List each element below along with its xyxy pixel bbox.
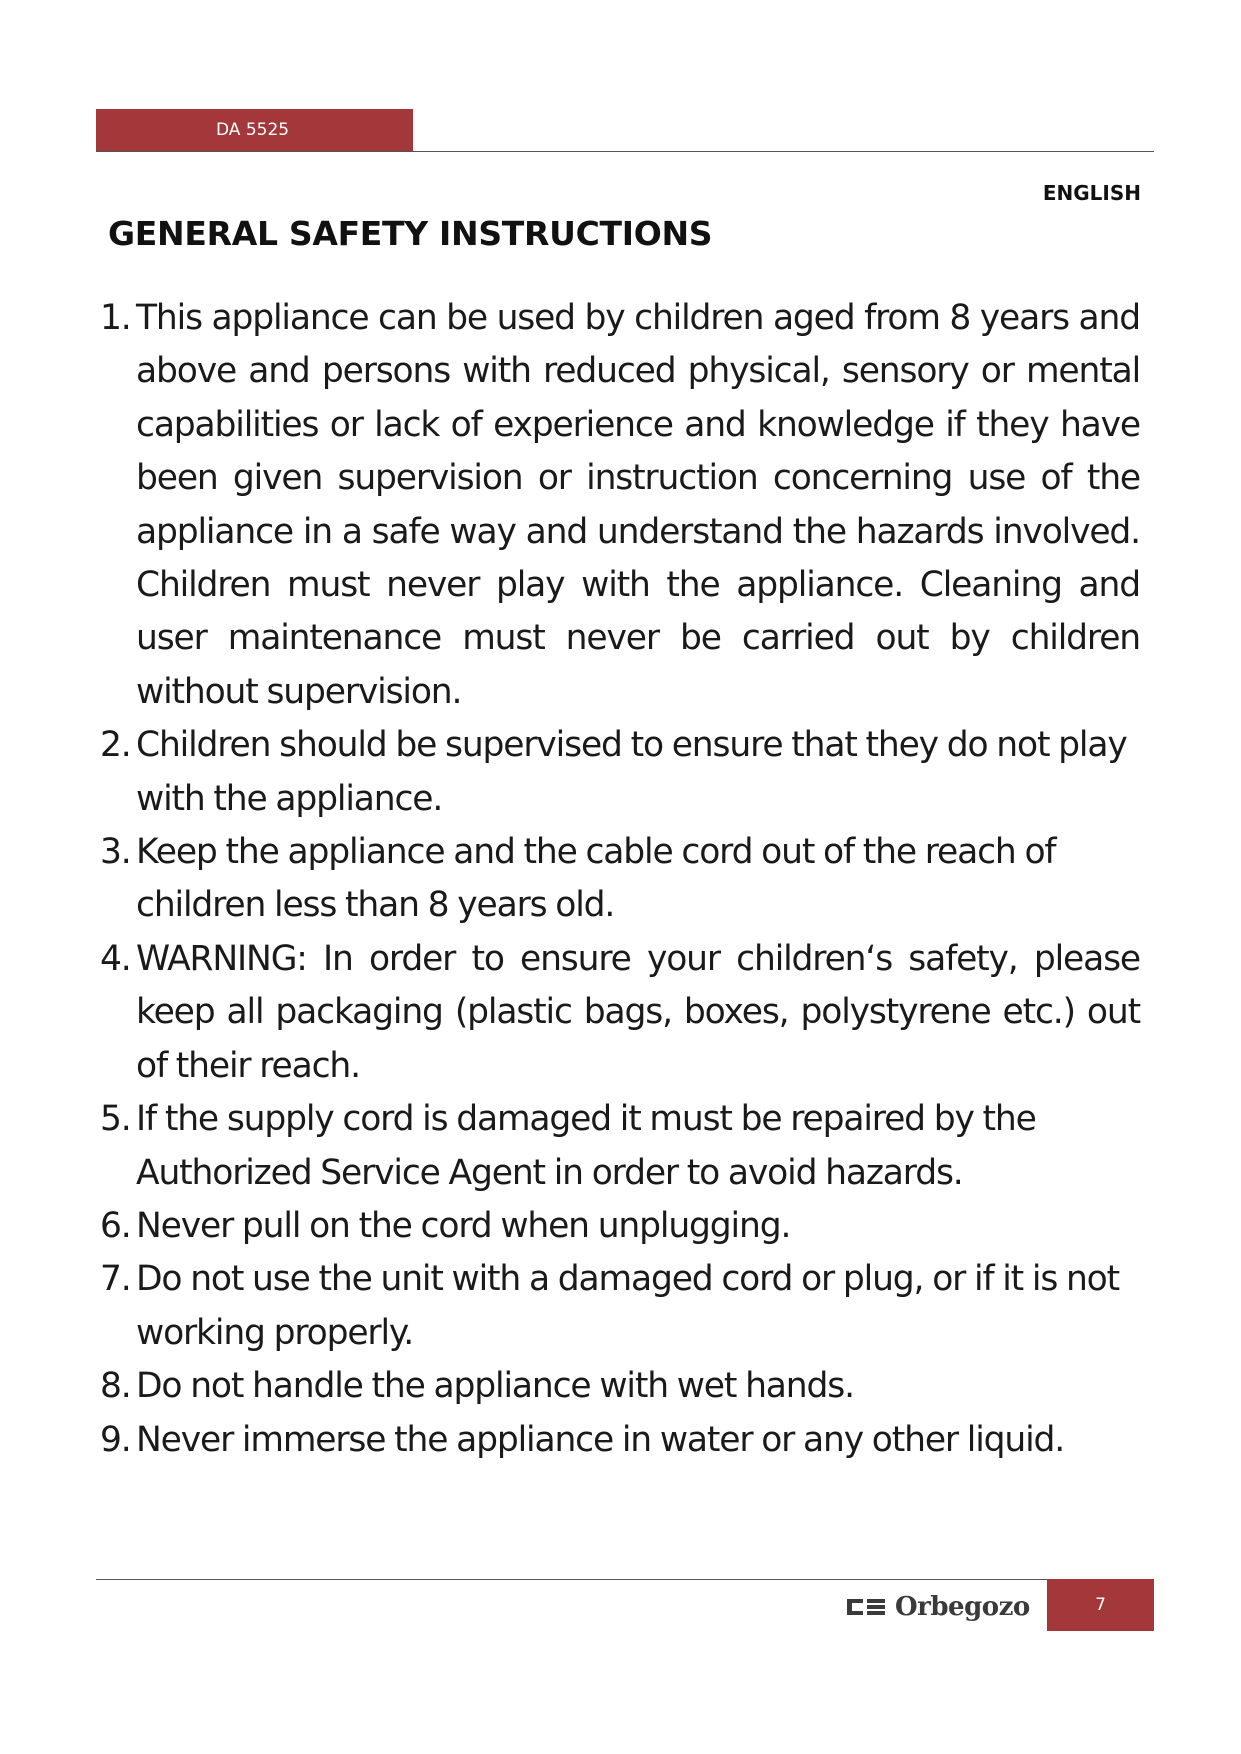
instruction-item-9 xyxy=(100,1414,1140,1467)
instruction-item-2 xyxy=(100,719,1140,826)
instruction-text: Never immerse the appliance in water or any other liquid. xyxy=(136,1419,1065,1460)
page-title: GENERAL SAFETY INSTRUCTIONS xyxy=(108,214,713,253)
instruction-number: 8. xyxy=(100,1366,131,1407)
page-number: 7 xyxy=(1047,1579,1154,1631)
instruction-item-6 xyxy=(100,1200,1140,1253)
brand-name: Orbegozo xyxy=(895,1592,1030,1622)
instruction-item-8 xyxy=(100,1360,1140,1413)
instruction-text: Children should be supervised to ensure that they do not play with the appliance. xyxy=(136,725,1127,819)
instruction-text: Keep the appliance and the cable cord out of the reach of children less than 8 years old. xyxy=(136,832,1056,926)
instruction-number: 6. xyxy=(100,1205,131,1246)
instruction-item-1 xyxy=(100,292,1140,719)
language-label: ENGLISH xyxy=(1042,181,1141,205)
instruction-number: 7. xyxy=(100,1259,131,1300)
footer-divider xyxy=(96,1579,1154,1580)
instruction-item-5 xyxy=(100,1093,1140,1200)
instruction-number: 5. xyxy=(100,1099,131,1140)
header-divider xyxy=(96,151,1154,152)
instruction-item-4 xyxy=(100,933,1140,1093)
instruction-item-3 xyxy=(100,826,1140,933)
instruction-text: Never pull on the cord when unplugging. xyxy=(136,1205,791,1246)
instruction-number: 9. xyxy=(100,1419,131,1460)
instruction-number: 4. xyxy=(100,938,131,979)
orbegozo-logo-mark-icon xyxy=(845,1596,887,1618)
brand-logo xyxy=(845,1587,1030,1627)
instruction-text: Do not use the unit with a damaged cord or plug, or if it is not working properly. xyxy=(136,1259,1120,1353)
instruction-number: 1. xyxy=(100,298,131,338)
instruction-number: 3. xyxy=(100,832,131,873)
instruction-text: If the supply cord is damaged it must be repaired by the Authorized Service Agent in order to avoid hazards. xyxy=(136,1099,1036,1193)
instruction-item-7 xyxy=(100,1253,1140,1360)
instruction-text: This appliance can be used by children aged from 8 years and above and persons with reduced physical, sensory or mental capabilities or lack of experience and knowledge if they have been given supervision or instruction concerning use of the appliance in a safe way and understand the hazards involved. Children must never play with the appliance. Cleaning and user maintenance must never be carried out by children without supervision. xyxy=(136,298,1140,712)
model-number: DA 5525 xyxy=(216,120,290,140)
instruction-text: Do not handle the appliance with wet hands. xyxy=(136,1366,854,1407)
model-tab xyxy=(96,109,413,151)
instruction-text: WARNING: In order to ensure your children‘s safety, please keep all packaging (plastic bags, boxes, polystyrene etc.) out of their reach. xyxy=(136,938,1140,1086)
safety-instructions-list xyxy=(100,292,1140,1467)
instruction-number: 2. xyxy=(100,725,131,766)
